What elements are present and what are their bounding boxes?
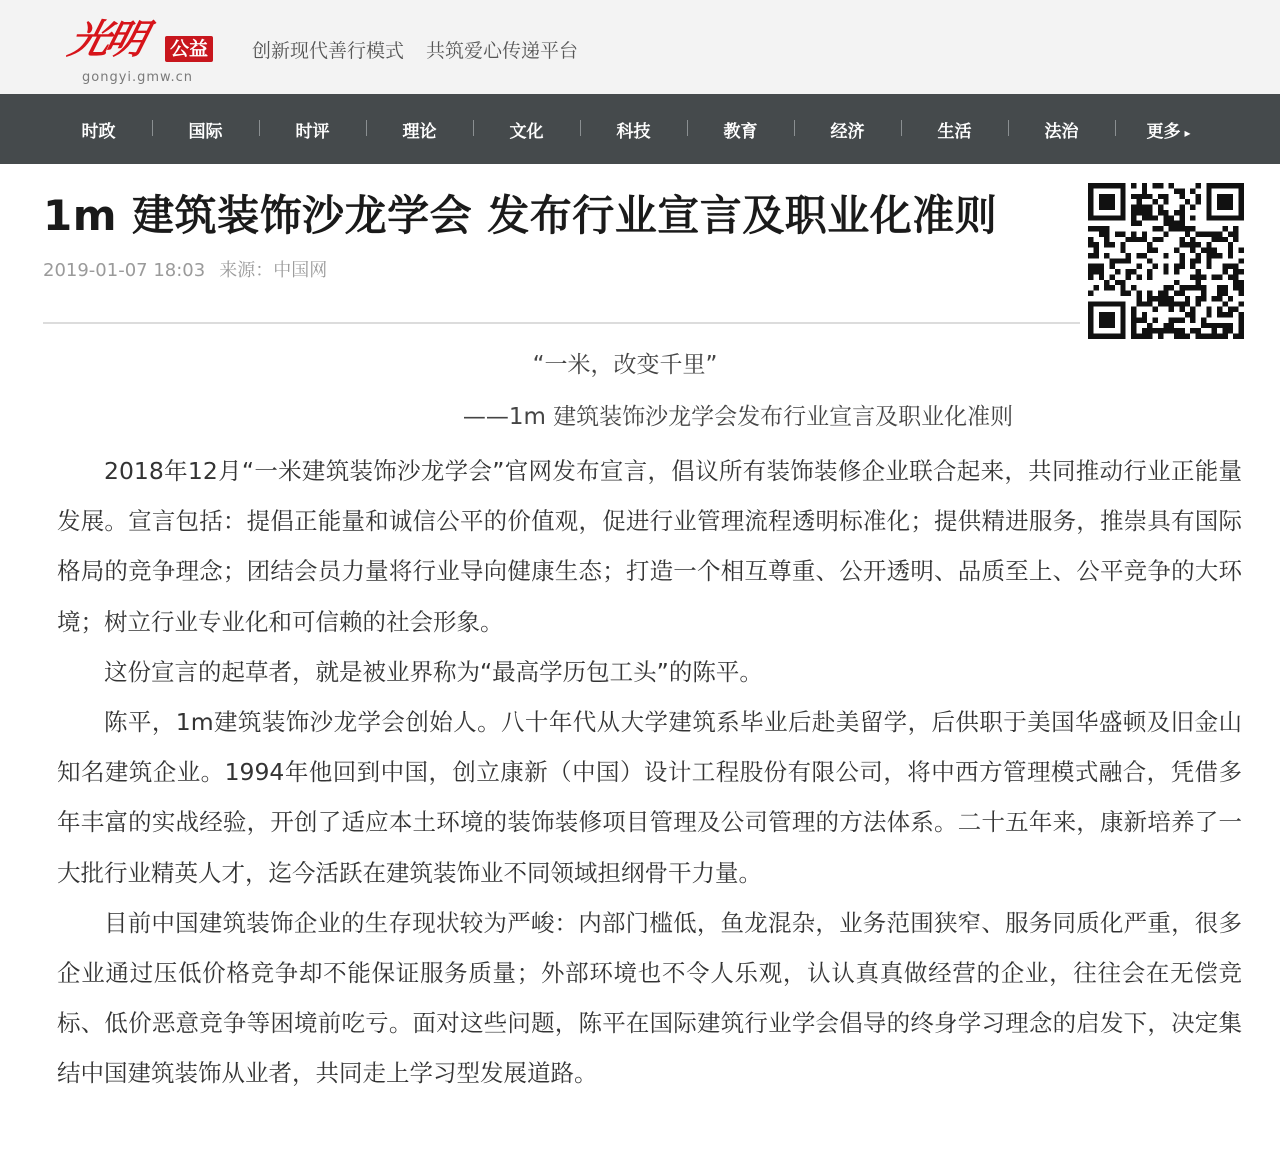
nav-item-technology[interactable]: 科技 — [580, 117, 687, 142]
nav-more-label: 更多 — [1146, 121, 1181, 142]
nav-item-politics[interactable]: 时政 — [81, 121, 116, 142]
site-slogan — [252, 36, 578, 63]
caret-right-icon: ▸ — [1184, 125, 1191, 140]
nav-item-theory[interactable]: 理论 — [366, 117, 473, 142]
article-title: 1m 建筑装饰沙龙学会 发布行业宣言及职业化准则 — [43, 191, 998, 240]
article-date: 2019-01-07 18:03 — [43, 260, 206, 281]
logo-domain: gongyi.gmw.cn — [82, 70, 194, 85]
article-body — [57, 446, 1242, 1099]
slogan-part-1: 创新现代善行模式 — [252, 40, 405, 62]
article-source: 来源：中国网 — [219, 260, 328, 281]
qr-code-icon — [1088, 183, 1244, 339]
nav-item-law[interactable]: 法治 — [1008, 117, 1115, 142]
logo-script: 光明 — [64, 16, 148, 63]
nav-item-international[interactable]: 国际 — [152, 117, 259, 142]
nav-item-more[interactable] — [1115, 117, 1222, 142]
nav-item-education[interactable]: 教育 — [687, 117, 794, 142]
article-paragraph: 陈平，1m建筑装饰沙龙学会创始人。八十年代从大学建筑系毕业后赴美留学，后供职于美国华盛顿及旧金山知名建筑企业。1994年他回到中国，创立康新（中国）设计工程股份有限公司，将中西方管理模式融合，凭借多年丰富的实战经验，开创了适应本土环境的装饰装修项目管理及公司管理的方法体系。二十五年来，康新培养了一大批行业精英人才，迄今活跃在建筑装饰业不同领域担纲骨干力量。 — [57, 708, 1242, 887]
article-meta — [43, 256, 327, 282]
logo-badge: 公益 — [165, 36, 213, 62]
article-subtitle: ——1m 建筑装饰沙龙学会发布行业宣言及职业化准则 — [462, 404, 1014, 430]
article-quote: “一米，改变千里” — [532, 352, 718, 378]
nav-item-culture[interactable]: 文化 — [473, 117, 580, 142]
slogan-part-2: 共筑爱心传递平台 — [426, 40, 579, 62]
nav-item-commentary[interactable]: 时评 — [259, 117, 366, 142]
site-header — [0, 0, 1280, 94]
nav-item-economy[interactable]: 经济 — [794, 117, 901, 142]
main-nav — [0, 94, 1280, 164]
article-paragraph: 目前中国建筑装饰企业的生存现状较为严峻：内部门槛低，鱼龙混杂，业务范围狭窄、服务同质化严重，很多企业通过压低价格竞争却不能保证服务质量；外部环境也不令人乐观，认认真真做经营的企业，往往会在无偿竞标、低价恶意竞争等困境前吃亏。面对这些问题，陈平在国际建筑行业学会倡导的终身学习理念的启发下，决定集结中国建筑装饰从业者，共同走上学习型发展道路。 — [57, 908, 1242, 1088]
article-paragraph: 这份宣言的起草者，就是被业界称为“最高学历包工头”的陈平。 — [104, 657, 763, 686]
article-paragraph: 2018年12月“一米建筑装饰沙龙学会”官网发布宣言，倡议所有装饰装修企业联合起来，共同推动行业正能量发展。宣言包括：提倡正能量和诚信公平的价值观，促进行业管理流程透明标准化；提供精进服务，推崇具有国际格局的竞争理念；团结会员力量将行业导向健康生态；打造一个相互尊重、公开透明、品质至上、公平竞争的大环境；树立行业专业化和可信赖的社会形象。 — [57, 457, 1242, 636]
title-divider — [43, 322, 1080, 324]
site-logo[interactable] — [64, 16, 230, 88]
nav-item-life[interactable]: 生活 — [901, 117, 1008, 142]
